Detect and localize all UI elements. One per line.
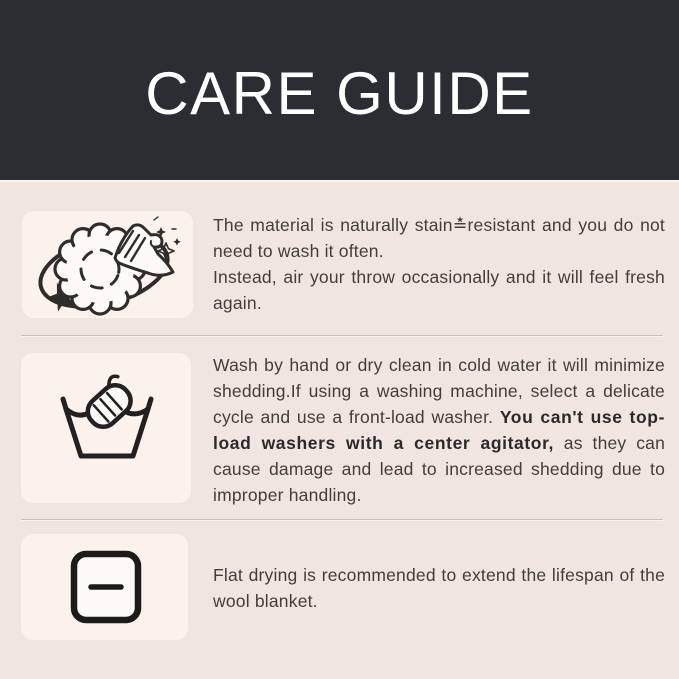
text-segment: as they can cause damage and lead to increased shedding due to improper handling. (213, 433, 666, 505)
hand-wash-icon (21, 353, 191, 503)
flat-dry-icon (21, 534, 188, 640)
header-banner (0, 0, 679, 180)
dipping-hand (79, 374, 139, 433)
section-text-flat-dry (213, 562, 665, 614)
paragraph: Instead, air your throw occasionally and it will feel fresh again. (213, 267, 665, 313)
section-text-stain-resistant (213, 212, 665, 316)
section-text-hand-wash (213, 352, 665, 508)
icon-card-stain-resistant (22, 211, 193, 318)
stain-resistant-icon (22, 211, 193, 318)
paragraph (213, 352, 665, 508)
text-segment: Wash by hand or dry clean in cold water it will minimize shedding.If using a washing machine, select a delicate cycle and use a front-load washer. (213, 355, 665, 427)
bold-emphasis: You can't use top-load washers with a center agitator, (213, 407, 665, 453)
page-title: CARE GUIDE (145, 59, 534, 127)
paragraph: Flat drying is recommended to extend the lifespan of the wool blanket. (213, 565, 665, 611)
paragraph: The material is naturally stain≛resistant and you do not need to wash it often. (213, 215, 665, 261)
section-divider (21, 335, 663, 336)
icon-card-hand-wash (21, 353, 191, 503)
icon-card-flat-dry (21, 534, 188, 640)
section-divider (21, 519, 663, 520)
